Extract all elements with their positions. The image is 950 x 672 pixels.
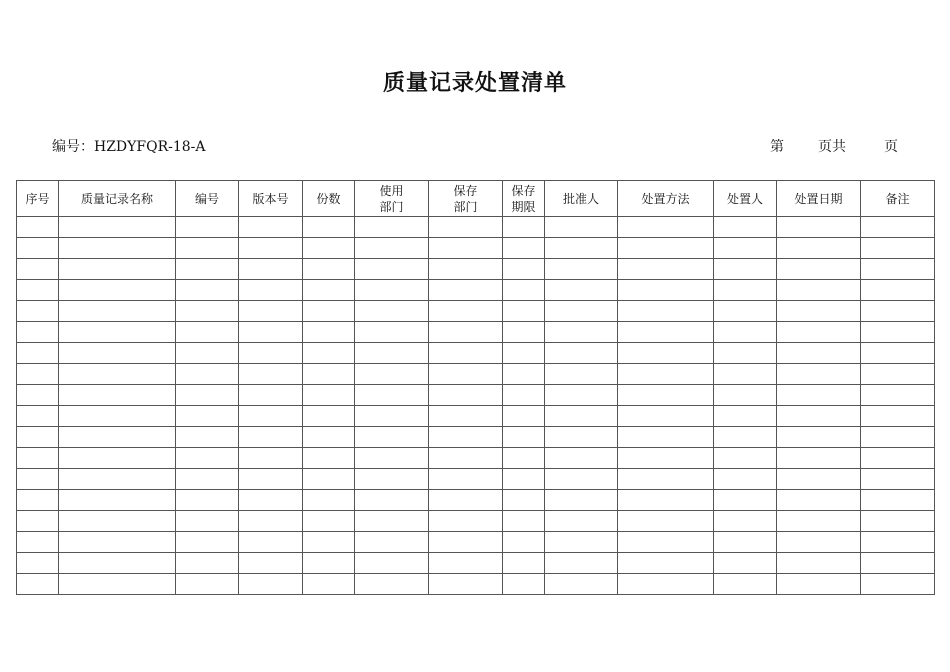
table-cell[interactable]: [861, 406, 935, 427]
table-cell[interactable]: [545, 427, 618, 448]
table-cell[interactable]: [777, 490, 861, 511]
column-header: [545, 181, 618, 217]
table-cell[interactable]: [545, 532, 618, 553]
table-row: [17, 385, 935, 406]
column-header: [503, 181, 545, 217]
table-cell[interactable]: [429, 217, 503, 238]
table-cell[interactable]: [545, 238, 618, 259]
table-cell[interactable]: [239, 532, 303, 553]
table-cell[interactable]: [503, 532, 545, 553]
column-header-text: 期限: [511, 199, 536, 214]
table-cell[interactable]: [429, 238, 503, 259]
table-cell[interactable]: [355, 217, 429, 238]
table-cell[interactable]: [618, 301, 714, 322]
table-cell[interactable]: [17, 406, 59, 427]
table-row: [17, 469, 935, 490]
table-cell[interactable]: [429, 385, 503, 406]
column-header: [59, 181, 176, 217]
table-cell[interactable]: [545, 301, 618, 322]
table-cell[interactable]: [618, 469, 714, 490]
table-cell[interactable]: [777, 301, 861, 322]
table-cell[interactable]: [429, 406, 503, 427]
table-row: [17, 343, 935, 364]
table-cell[interactable]: [503, 448, 545, 469]
table-cell[interactable]: [429, 532, 503, 553]
table-cell[interactable]: [59, 406, 176, 427]
table-cell[interactable]: [303, 448, 355, 469]
table-cell[interactable]: [17, 238, 59, 259]
column-header: [355, 181, 429, 217]
table-cell[interactable]: [714, 469, 777, 490]
page-counter: [770, 136, 898, 156]
table-cell[interactable]: [618, 364, 714, 385]
table-cell[interactable]: [545, 406, 618, 427]
column-header: [17, 181, 59, 217]
table-cell[interactable]: [303, 364, 355, 385]
table-cell[interactable]: [777, 385, 861, 406]
table-row: [17, 259, 935, 280]
table-cell[interactable]: [239, 511, 303, 532]
column-header-text: 处置方法: [641, 191, 690, 206]
table-cell[interactable]: [17, 427, 59, 448]
table-cell[interactable]: [861, 322, 935, 343]
table-cell[interactable]: [355, 406, 429, 427]
table-cell[interactable]: [429, 364, 503, 385]
table-cell[interactable]: [503, 553, 545, 574]
table-cell[interactable]: [429, 448, 503, 469]
document-code: 编号：HZDYFQR-18-A: [52, 139, 206, 155]
table-cell[interactable]: [545, 490, 618, 511]
table-cell[interactable]: [714, 511, 777, 532]
table-cell[interactable]: [176, 511, 239, 532]
column-header-text: 质量记录名称: [80, 191, 153, 206]
table-cell[interactable]: [861, 469, 935, 490]
table-cell[interactable]: [355, 511, 429, 532]
column-header-text: 序号: [25, 191, 50, 206]
table-cell[interactable]: [714, 217, 777, 238]
table-cell[interactable]: [176, 406, 239, 427]
table-cell[interactable]: [861, 553, 935, 574]
table-cell[interactable]: [59, 301, 176, 322]
table-cell[interactable]: [176, 259, 239, 280]
table-cell[interactable]: [176, 238, 239, 259]
table-cell[interactable]: [861, 343, 935, 364]
table-cell[interactable]: [59, 553, 176, 574]
table-cell[interactable]: [355, 238, 429, 259]
column-header: [618, 181, 714, 217]
table-cell[interactable]: [861, 280, 935, 301]
table-row: [17, 574, 935, 595]
table-cell[interactable]: [714, 448, 777, 469]
table-cell[interactable]: [239, 238, 303, 259]
table-cell[interactable]: [17, 259, 59, 280]
table-cell[interactable]: [545, 364, 618, 385]
table-cell[interactable]: [176, 448, 239, 469]
table-cell[interactable]: [503, 385, 545, 406]
disposal-table: [16, 180, 935, 595]
column-header: [861, 181, 935, 217]
table-cell[interactable]: [176, 553, 239, 574]
table-cell[interactable]: [59, 511, 176, 532]
table-cell[interactable]: [355, 259, 429, 280]
table-cell[interactable]: [59, 490, 176, 511]
table-cell[interactable]: [503, 427, 545, 448]
table-cell[interactable]: [618, 406, 714, 427]
table-cell[interactable]: [17, 574, 59, 595]
table-cell[interactable]: [429, 259, 503, 280]
table-body: [17, 217, 935, 595]
table-cell[interactable]: [861, 511, 935, 532]
column-header-text: 部门: [453, 199, 478, 214]
table-cell[interactable]: [303, 553, 355, 574]
table-cell[interactable]: [777, 217, 861, 238]
column-header-text: 保存: [453, 183, 478, 198]
table-cell[interactable]: [239, 427, 303, 448]
table-cell[interactable]: [355, 490, 429, 511]
column-header-text: 备注: [885, 191, 910, 206]
table-cell[interactable]: [17, 280, 59, 301]
table-cell[interactable]: [714, 490, 777, 511]
table-cell[interactable]: [239, 574, 303, 595]
table-cell[interactable]: [303, 532, 355, 553]
table-cell[interactable]: [777, 364, 861, 385]
table-row: [17, 322, 935, 343]
table-cell[interactable]: [503, 364, 545, 385]
table-cell[interactable]: [777, 343, 861, 364]
table-cell[interactable]: [176, 343, 239, 364]
table-cell[interactable]: [429, 301, 503, 322]
column-header: [303, 181, 355, 217]
column-header-text: 处置日期: [794, 191, 843, 206]
table-row: [17, 280, 935, 301]
table-cell[interactable]: [176, 427, 239, 448]
table-cell[interactable]: [239, 217, 303, 238]
table-cell[interactable]: [17, 448, 59, 469]
table-cell[interactable]: [503, 490, 545, 511]
table-row: [17, 364, 935, 385]
table-cell[interactable]: [503, 280, 545, 301]
table-cell[interactable]: [861, 217, 935, 238]
table-cell[interactable]: [777, 574, 861, 595]
table-cell[interactable]: [429, 343, 503, 364]
table-cell[interactable]: [503, 259, 545, 280]
table-row: [17, 511, 935, 532]
table-row: [17, 448, 935, 469]
table-cell[interactable]: [503, 343, 545, 364]
table-cell[interactable]: [714, 406, 777, 427]
table-cell[interactable]: [355, 343, 429, 364]
column-header-text: 版本号: [252, 191, 289, 206]
table-cell[interactable]: [545, 280, 618, 301]
column-header-text: 批准人: [562, 191, 599, 206]
table-cell[interactable]: [355, 301, 429, 322]
table-cell[interactable]: [714, 343, 777, 364]
column-header-text: 处置人: [726, 191, 763, 206]
table-cell[interactable]: [714, 427, 777, 448]
table-cell[interactable]: [59, 343, 176, 364]
table-cell[interactable]: [777, 448, 861, 469]
table-cell[interactable]: [714, 280, 777, 301]
table-cell[interactable]: [861, 301, 935, 322]
table-cell[interactable]: [777, 469, 861, 490]
table-cell[interactable]: [176, 490, 239, 511]
table-cell[interactable]: [777, 511, 861, 532]
table-cell[interactable]: [355, 364, 429, 385]
page-prefix: 第: [770, 139, 784, 155]
table-cell[interactable]: [17, 511, 59, 532]
table-cell[interactable]: [239, 385, 303, 406]
table-cell[interactable]: [303, 385, 355, 406]
column-header-text: 使用: [379, 183, 404, 198]
table-cell[interactable]: [545, 343, 618, 364]
table-cell[interactable]: [176, 574, 239, 595]
table-row: [17, 238, 935, 259]
table-cell[interactable]: [303, 343, 355, 364]
column-header: [714, 181, 777, 217]
table-cell[interactable]: [239, 280, 303, 301]
table-cell[interactable]: [429, 280, 503, 301]
table-cell[interactable]: [429, 322, 503, 343]
table-cell[interactable]: [545, 322, 618, 343]
table-cell[interactable]: [618, 427, 714, 448]
table-cell[interactable]: [545, 574, 618, 595]
table-cell[interactable]: [239, 553, 303, 574]
table-cell[interactable]: [176, 385, 239, 406]
table-cell[interactable]: [355, 427, 429, 448]
table-cell[interactable]: [59, 364, 176, 385]
table-cell[interactable]: [303, 217, 355, 238]
table-cell[interactable]: [861, 490, 935, 511]
table-cell[interactable]: [59, 532, 176, 553]
table-cell[interactable]: [545, 469, 618, 490]
table-row: [17, 406, 935, 427]
table-cell[interactable]: [503, 469, 545, 490]
table-cell[interactable]: [303, 259, 355, 280]
table-row: [17, 427, 935, 448]
table-cell[interactable]: [239, 469, 303, 490]
table-row: [17, 301, 935, 322]
table-cell[interactable]: [239, 364, 303, 385]
table-cell[interactable]: [59, 280, 176, 301]
table-cell[interactable]: [618, 448, 714, 469]
table-cell[interactable]: [777, 532, 861, 553]
table-cell[interactable]: [59, 322, 176, 343]
table-cell[interactable]: [176, 280, 239, 301]
table-row: [17, 553, 935, 574]
column-header: [176, 181, 239, 217]
table-cell[interactable]: [59, 238, 176, 259]
table-cell[interactable]: [545, 448, 618, 469]
table-cell[interactable]: [303, 238, 355, 259]
column-header-text: 保存: [511, 183, 536, 198]
table-cell[interactable]: [429, 427, 503, 448]
table-cell[interactable]: [17, 385, 59, 406]
table-cell[interactable]: [239, 301, 303, 322]
table-cell[interactable]: [303, 490, 355, 511]
table-cell[interactable]: [59, 217, 176, 238]
table-cell[interactable]: [239, 343, 303, 364]
table-cell[interactable]: [618, 217, 714, 238]
page-middle: 页共: [818, 139, 846, 155]
table-cell[interactable]: [59, 448, 176, 469]
table-cell[interactable]: [503, 406, 545, 427]
table-cell[interactable]: [861, 238, 935, 259]
table-cell[interactable]: [714, 322, 777, 343]
table-cell[interactable]: [355, 574, 429, 595]
table-row: [17, 490, 935, 511]
table-cell[interactable]: [861, 532, 935, 553]
table-cell[interactable]: [59, 427, 176, 448]
table-cell[interactable]: [303, 406, 355, 427]
column-header: [777, 181, 861, 217]
table-cell[interactable]: [429, 574, 503, 595]
table-cell[interactable]: [303, 322, 355, 343]
table-cell[interactable]: [861, 259, 935, 280]
table-row: [17, 532, 935, 553]
table-cell[interactable]: [17, 532, 59, 553]
table-cell[interactable]: [59, 469, 176, 490]
table-cell[interactable]: [777, 238, 861, 259]
table-cell[interactable]: [355, 280, 429, 301]
table-cell[interactable]: [618, 322, 714, 343]
table-cell[interactable]: [861, 364, 935, 385]
table-cell[interactable]: [503, 238, 545, 259]
table-cell[interactable]: [861, 427, 935, 448]
table-cell[interactable]: [618, 343, 714, 364]
table-cell[interactable]: [618, 553, 714, 574]
page-suffix: 页: [884, 139, 898, 155]
table-cell[interactable]: [303, 280, 355, 301]
table-cell[interactable]: [777, 322, 861, 343]
table-cell[interactable]: [503, 322, 545, 343]
table-cell[interactable]: [777, 259, 861, 280]
table-cell[interactable]: [355, 553, 429, 574]
table-cell[interactable]: [59, 574, 176, 595]
table-cell[interactable]: [618, 574, 714, 595]
table-cell[interactable]: [429, 511, 503, 532]
table-cell[interactable]: [545, 217, 618, 238]
table-cell[interactable]: [777, 427, 861, 448]
table-cell[interactable]: [545, 385, 618, 406]
column-header-text: 份数: [316, 191, 341, 206]
table-cell[interactable]: [714, 532, 777, 553]
table-cell[interactable]: [861, 448, 935, 469]
table-cell[interactable]: [303, 469, 355, 490]
table-cell[interactable]: [17, 553, 59, 574]
table-cell[interactable]: [618, 259, 714, 280]
table-cell[interactable]: [429, 469, 503, 490]
table-cell[interactable]: [714, 301, 777, 322]
table-cell[interactable]: [777, 406, 861, 427]
table-cell[interactable]: [17, 217, 59, 238]
table-cell[interactable]: [777, 553, 861, 574]
table-cell[interactable]: [17, 469, 59, 490]
table-cell[interactable]: [355, 448, 429, 469]
column-header-text: 编号: [194, 191, 219, 206]
column-header-text: 部门: [379, 199, 404, 214]
table-cell[interactable]: [503, 217, 545, 238]
column-header: [429, 181, 503, 217]
table-cell[interactable]: [714, 238, 777, 259]
table-cell[interactable]: [777, 280, 861, 301]
table-cell[interactable]: [239, 322, 303, 343]
table-cell[interactable]: [618, 280, 714, 301]
table-cell[interactable]: [303, 574, 355, 595]
table-cell[interactable]: [503, 301, 545, 322]
table-cell[interactable]: [176, 301, 239, 322]
table-cell[interactable]: [355, 469, 429, 490]
table-cell[interactable]: [714, 574, 777, 595]
table-cell[interactable]: [618, 532, 714, 553]
table-cell[interactable]: [618, 385, 714, 406]
table-cell[interactable]: [618, 511, 714, 532]
table-cell[interactable]: [176, 364, 239, 385]
column-header: [239, 181, 303, 217]
table-cell[interactable]: [429, 553, 503, 574]
table-cell[interactable]: [239, 406, 303, 427]
table-cell[interactable]: [303, 511, 355, 532]
table-cell[interactable]: [17, 490, 59, 511]
table-cell[interactable]: [618, 490, 714, 511]
table-header-row: [17, 181, 935, 217]
table-cell[interactable]: [545, 511, 618, 532]
table-row: [17, 217, 935, 238]
table-cell[interactable]: [17, 343, 59, 364]
table-cell[interactable]: [176, 469, 239, 490]
table-cell[interactable]: [429, 490, 503, 511]
table-cell[interactable]: [17, 322, 59, 343]
table-cell[interactable]: [545, 553, 618, 574]
table-cell[interactable]: [545, 259, 618, 280]
table-cell[interactable]: [355, 385, 429, 406]
table-cell[interactable]: [176, 217, 239, 238]
table-cell[interactable]: [503, 574, 545, 595]
table-cell[interactable]: [59, 259, 176, 280]
table-cell[interactable]: [17, 364, 59, 385]
table-cell[interactable]: [239, 448, 303, 469]
table-cell[interactable]: [714, 364, 777, 385]
table-cell[interactable]: [503, 511, 545, 532]
table-cell[interactable]: [303, 301, 355, 322]
table-cell[interactable]: [861, 385, 935, 406]
table-cell[interactable]: [355, 532, 429, 553]
table-cell[interactable]: [714, 385, 777, 406]
table-cell[interactable]: [59, 385, 176, 406]
table-cell[interactable]: [861, 574, 935, 595]
table-cell[interactable]: [714, 553, 777, 574]
table-cell[interactable]: [355, 322, 429, 343]
table-cell[interactable]: [239, 259, 303, 280]
table-cell[interactable]: [239, 490, 303, 511]
table-cell[interactable]: [17, 301, 59, 322]
table-cell[interactable]: [176, 532, 239, 553]
table-cell[interactable]: [303, 427, 355, 448]
table-cell[interactable]: [714, 259, 777, 280]
table-cell[interactable]: [176, 322, 239, 343]
table-cell[interactable]: [618, 238, 714, 259]
document-title: 质量记录处置清单: [382, 70, 567, 96]
